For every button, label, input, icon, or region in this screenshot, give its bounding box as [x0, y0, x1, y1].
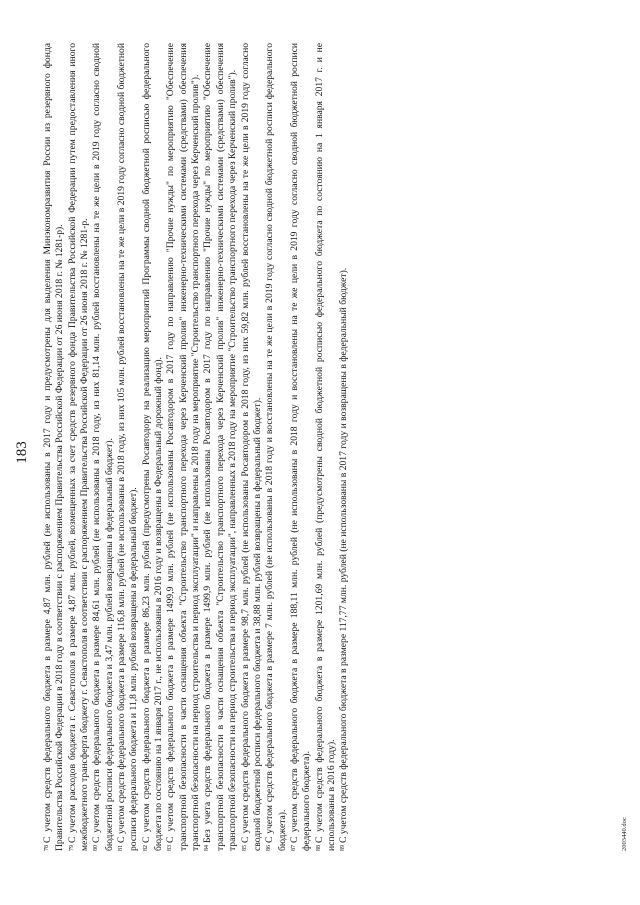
footnote-text: С учетом средств федерального бюджета в размере 84,61 млн. рублей (не использованы в 2018 году, из них 81,14 млн. рублей восстановлены на те же цели в 2019 году согласно сводной бюджетной росписи федерального бюджета и 3,47 млн. рублей возвращены в федеральный бюджет).: [91, 43, 115, 851]
footnote: [202, 43, 239, 851]
footnote: [240, 43, 265, 851]
footnote-number: 82: [142, 845, 149, 851]
footnote-text: С учетом средств федерального бюджета в размере 1201,69 млн. рублей (предусмотрены сводной бюджетной росписью федерального бюджета по состоянию на 1 января 2017 г. и не использованы в 2016 году).: [313, 43, 337, 851]
footnote-number: 80: [93, 845, 100, 851]
footnote-number: 84: [204, 845, 211, 851]
footnote: [289, 43, 314, 851]
footnote-text: С учетом средств федерального бюджета в размере 116,8 млн. рублей (не использованы в 2018 году, из них 105 млн. рублей восстановлены на те же цели в 2019 году согласно сводной бюджетной росписи федерального бюджета и 11,8 млн. рублей возвращены в федеральный бюджет).: [116, 43, 140, 851]
footnote: [42, 43, 67, 851]
footnote-text: С учетом средств федерального бюджета в размере 7 млн. рублей (не использованы в 2018 году и восстановлены на те же цели в 2019 году согласно сводной бюджетной росписи федерального бюджета).: [264, 43, 288, 851]
footnotes-list: [42, 43, 351, 851]
footnote-number: 79: [68, 845, 75, 851]
footnote-text: С учетом средств федерального бюджета в размере 188,11 млн. рублей (не использованы в 2018 году и восстановлены на те же цели в 2019 году согласно сводной бюджетной росписи федерального бюджета).: [288, 43, 313, 851]
footnote: [165, 43, 202, 851]
footnote-number: 83: [167, 845, 174, 851]
footnote: [91, 43, 116, 851]
footnote-number: 78: [44, 845, 50, 851]
footnote: [116, 43, 141, 851]
footnote-number: 85: [241, 845, 248, 851]
footnote-number: 81: [118, 845, 125, 851]
footnote-text: С учетом средств федерального бюджета в размере 117,77 млн. рублей (не использованы в 2017 году и возвращены в федеральный бюджет).: [338, 267, 350, 843]
footnote: [338, 43, 350, 851]
page-number: 183: [14, 441, 30, 464]
footnote: [264, 43, 289, 851]
document-filename: 2003440.doc: [621, 817, 628, 851]
footnote-text: С учетом средств федерального бюджета в размере 1499,9 млн. рублей (не использованы Росавтодором в 2017 году по направлению "Прочие нужды" по мероприятию "Обеспечение транспортной безопасности в части оснащения объекта "Строительство транспортного перехода через Керченский пролив" инженерно-техническими системами (средствами) обеспечения транспортной безопасности на период строительства и период эксплуатации" и направлены в 2018 году на мероприятие "Строительство транспортного перехода через Керченский пролив").: [165, 43, 202, 851]
footnote: [67, 43, 92, 851]
footnote-number: 87: [290, 845, 297, 851]
footnote-text: С учетом расходов бюджета г. Севастополя в размере 4,87 млн. рублей, возмещенных за счет средств резервного фонда Правительства Российской Федерации путем предоставления иного межбюджетного трансферта бюджету г. Севастополя в соответствии с распоряжением Правительства Российской Федерации от 26 июня 2018 г. № 1281-р.: [66, 43, 91, 851]
footnote-text: С учетом средств федерального бюджета в размере 86,23 млн. рублей (предусмотрены Росавтодору на реализацию мероприятий Программы сводной бюджетной росписью федерального бюджета по состоянию на 1 января 2017 г., не использованы в 2016 году и возвращены в Федеральный дорожный фонд).: [140, 43, 165, 851]
footnote-text: С учетом средств федерального бюджета в размере 4,87 млн. рублей (не использованы в 2017 году и предусмотрены для выделения Минэкономразвития России из резервного фонда Правительства Российской Федерации в 2018 году в соответствии с распоряжением Правительства Российской Федерации от 26 июня 2018 г. № 1281-р).: [42, 43, 66, 851]
footnote-text: Без учета средств федерального бюджета в размере 1499,9 млн. рублей (не использованы Росавтодором в 2017 году по направлению "Прочие нужды" по мероприятию "Обеспечение транспортной безопасности в части оснащения объекта "Строительство транспортного перехода через Керченский пролив" инженерно-техническими системами (средствами) обеспечения транспортной безопасности на период строительства и период эксплуатации", направленных в 2018 году на мероприятие "Строительство транспортного перехода через Керченский пролив").: [202, 43, 239, 851]
footnote-number: 86: [266, 845, 273, 851]
footnote-text: С учетом средств федерального бюджета в размере 98,7 млн. рублей (не использованы Росавтодором в 2018 году, из них 59,82 млн. рублей восстановлены на те же цели в 2019 году согласно сводной бюджетной росписи федерального бюджета и 38,88 млн. рублей возвращены в федеральный бюджет).: [239, 43, 263, 851]
footnote: [314, 43, 339, 851]
footnote-number: 88: [315, 845, 322, 851]
footnote: [141, 43, 166, 851]
footnote-number: 89: [340, 845, 347, 851]
